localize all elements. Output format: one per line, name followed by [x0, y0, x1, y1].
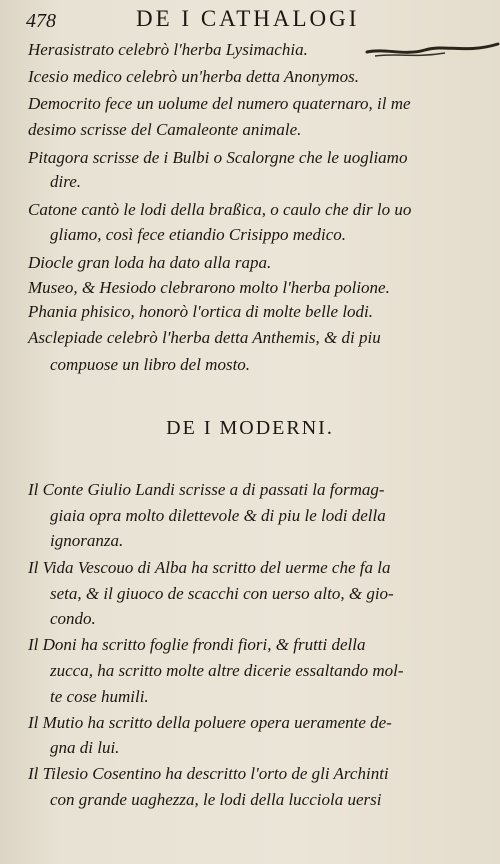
section-title: DE I MODERNI.	[166, 417, 334, 439]
list-item: Pitagora scrisse de i Bulbi o Scalorgne che le uogliamo	[28, 148, 408, 167]
list-item: condo.	[50, 609, 96, 628]
list-item: Herasistrato celebrò l'herba Lysimachia.	[28, 40, 308, 59]
ink-pen-stroke	[365, 38, 500, 66]
list-item: Phania phisico, honorò l'ortica di molte belle lodi.	[28, 302, 374, 321]
list-item: Icesio medico celebrò un'herba detta Anonymos.	[28, 67, 359, 86]
list-item: Democrito fece un uolume del numero quaternaro, il me	[28, 94, 411, 113]
list-item: dire.	[50, 172, 82, 191]
list-item: Diocle gran loda ha dato alla rapa.	[28, 253, 272, 272]
list-item: giaia opra molto dilettevole & di piu le lodi della	[50, 506, 386, 525]
list-item: seta, & il giuoco de scacchi con uerso alto, & gio-	[50, 584, 394, 603]
list-item: Catone cantò le lodi della braßica, o caulo che dir lo uo	[28, 200, 412, 219]
list-item: Il Mutio ha scritto della poluere opera ueramente de-	[28, 713, 392, 732]
list-item: ignoranza.	[50, 531, 124, 550]
list-item: con grande uaghezza, le lodi della lucciola uersi	[50, 790, 382, 809]
list-item: gna di lui.	[50, 738, 120, 757]
list-item: gliamo, così fece etiandio Crisippo medico.	[50, 225, 347, 244]
list-item: desimo scrisse del Camaleonte animale.	[28, 120, 302, 139]
list-item: te cose humili.	[50, 687, 149, 706]
list-item: Il Tilesio Cosentino ha descritto l'orto de gli Archinti	[28, 764, 389, 783]
list-item: compuose un libro del mosto.	[50, 355, 251, 374]
list-item: Il Conte Giulio Landi scrisse a di passati la formag-	[28, 480, 385, 499]
list-item: Il Doni ha scritto foglie frondi fiori, & frutti della	[28, 635, 366, 654]
running-title: DE I CATHALOGI	[136, 6, 360, 31]
page-number: 478	[26, 10, 56, 32]
list-item: Asclepiade celebrò l'herba detta Anthemis, & di piu	[28, 328, 381, 347]
list-item: zucca, ha scritto molte altre dicerie essaltando mol-	[50, 661, 404, 680]
list-item: Il Vida Vescouo di Alba ha scritto del uerme che fa la	[28, 558, 391, 577]
list-item: Museo, & Hesiodo clebrarono molto l'herba polione.	[28, 278, 390, 297]
page-header	[26, 6, 480, 36]
